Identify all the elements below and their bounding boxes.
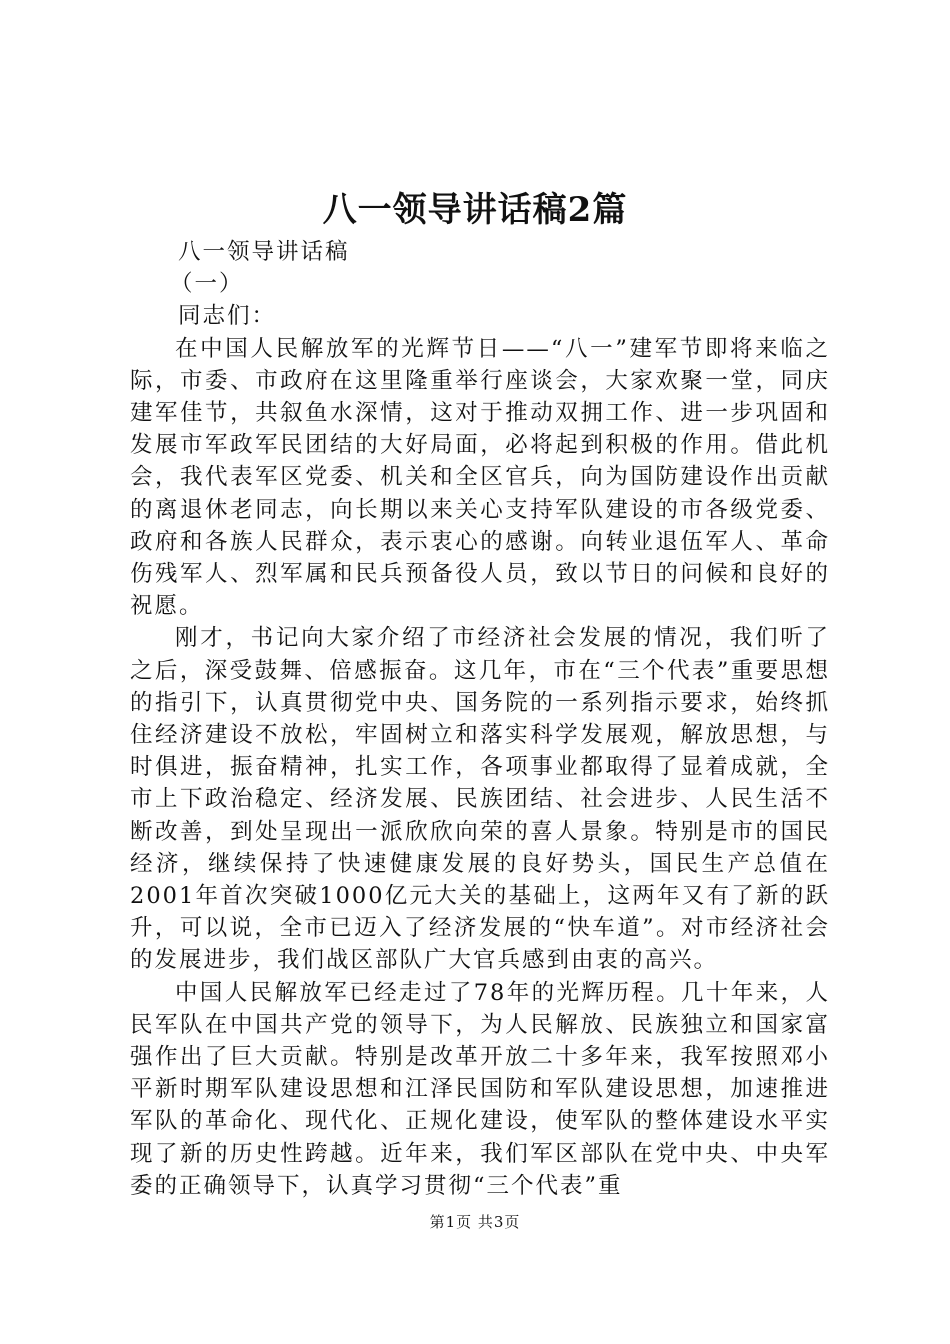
document-subtitle: 八一领导讲话稿 bbox=[178, 239, 350, 265]
document-title: 八一领导讲话稿2篇 bbox=[322, 190, 628, 230]
paragraph-2: 刚才，书记向大家介绍了市经济社会发展的情况，我们听了之后，深受鼓舞、倍感振奋。这几年，市在“三个代表”重要思想的指引下，认真贯彻党中央、国务院的一系列指示要求，始终抓住经济建设不放松，牢固树立和落实科学发展观，解放思想，与时俱进，振奋精神，扎实工作，各项事业都取得了显着成就，全市上下政治稳定、经济发展、民族团结、社会进步、人民生活不断改善，到处呈现出一派欣欣向荣的喜人景象。特别是市的国民经济，继续保持了快速健康发展的良好势头，国民生产总值在2001年首次突破1000亿元大关的基础上，这两年又有了新的跃升，可以说，全市已迈入了经济发展的“快车道”。对市经济社会的发展进步，我们战区部队广大官兵感到由衷的高兴。 bbox=[130, 625, 830, 974]
paragraph-1: 在中国人民解放军的光辉节日——“八一”建军节即将来临之际，市委、市政府在这里隆重举行座谈会，大家欢聚一堂，同庆建军佳节，共叙鱼水深情，这对于推动双拥工作、进一步巩固和发展市军政军民团结的大好局面，必将起到积极的作用。借此机会，我代表军区党委、机关和全区官兵，向为国防建设作出贡献的离退休老同志，向长期以来关心支持军队建设的市各级党委、政府和各族人民群众，表示衷心的感谢。向转业退伍军人、革命伤残军人、烈军属和民兵预备役人员，致以节日的问候和良好的祝愿。 bbox=[130, 335, 830, 620]
section-heading: （一） bbox=[170, 271, 244, 298]
document-body bbox=[130, 236, 830, 1202]
salutation: 同志们： bbox=[178, 303, 277, 330]
paragraph-3: 中国人民解放军已经走过了78年的光辉历程。几十年来，人民军队在中国共产党的领导下，为人民解放、民族独立和国家富强作出了巨大贡献。特别是改革开放二十多年来，我军按照邓小平新时期军队建设思想和江泽民国防和军队建设思想，加速推进军队的革命化、现代化、正规化建设，使军队的整体建设水平实现了新的历史性跨越。近年来，我们军区部队在党中央、中央军委的正确领导下，认真学习贯彻“三个代表”重 bbox=[130, 979, 830, 1199]
page-footer: 第1页 共3页 bbox=[429, 1213, 521, 1231]
